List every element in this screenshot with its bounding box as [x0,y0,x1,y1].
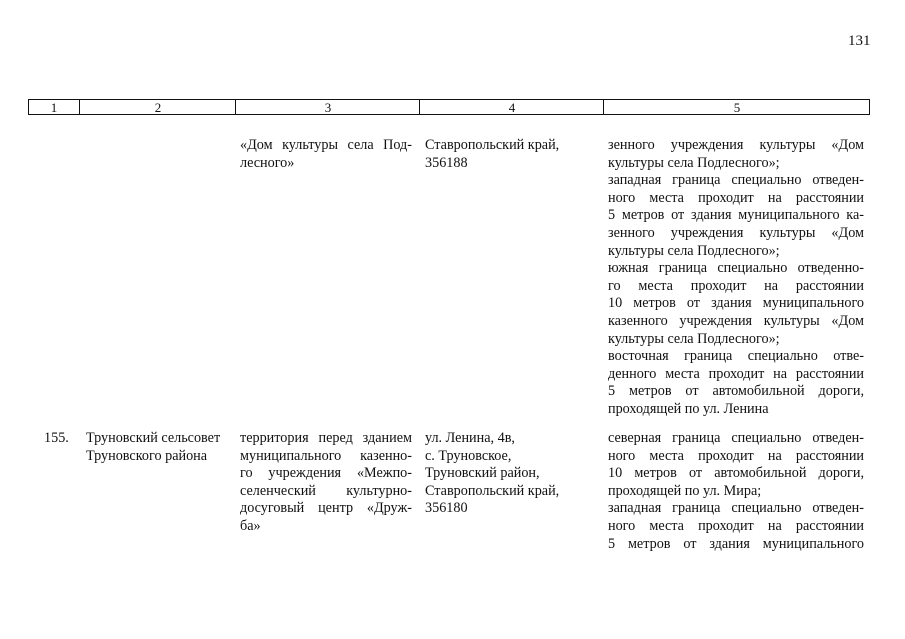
column-number-1: 1 [50,100,58,115]
column-number-2: 2 [79,100,236,114]
page-number: 131 [848,33,871,49]
row-155-col5: северная граница специально отведен- ного места проходит на расстоянии 10 метров от автомобильной дороги, проходящей по ул. Мира; западная граница специально отведен- ного места проходит на расстоянии 5 метров от здания муниципального [608,430,864,552]
column-number-4: 4 [419,100,604,114]
column-number-3: 3 [235,100,420,114]
row-155-col4: ул. Ленина, 4в, с. Труновское, Труновский район, Ставропольский край, 356180 [425,430,560,517]
cont-row-col4: Ставропольский край, 356188 [425,137,560,171]
cont-row-col5: зенного учреждения культуры «Дом культуры села Подлесного»; западная граница специально отведен- ного места проходит на расстоянии 5 метров от здания муниципального ка- зенного учреждения культуры «Дом культуры села Подлесного»; южная граница специально отведенно- го места проходит на расстоянии 10 метров от здания муниципального казенного учреждения культуры «Дом культуры села Подлесного»; восточная граница специально отве- денного места проходит на расстоянии 5 метров от автомобильной дороги, проходящей по ул. Ленина [608,137,864,417]
cont-row-col3: «Дом культуры села Под- лесного» [240,137,412,171]
row-155-number: 155. [44,430,69,446]
column-number-5: 5 [603,100,870,114]
row-155-col3: территория перед зданием муниципального казенно- го учреждения «Межпо- селенческий культурно- досуговый центр «Друж- ба» [240,430,412,534]
table-column-numbers-row [28,99,870,115]
row-155-col2: Труновский сельсовет Труновского района [86,430,221,464]
